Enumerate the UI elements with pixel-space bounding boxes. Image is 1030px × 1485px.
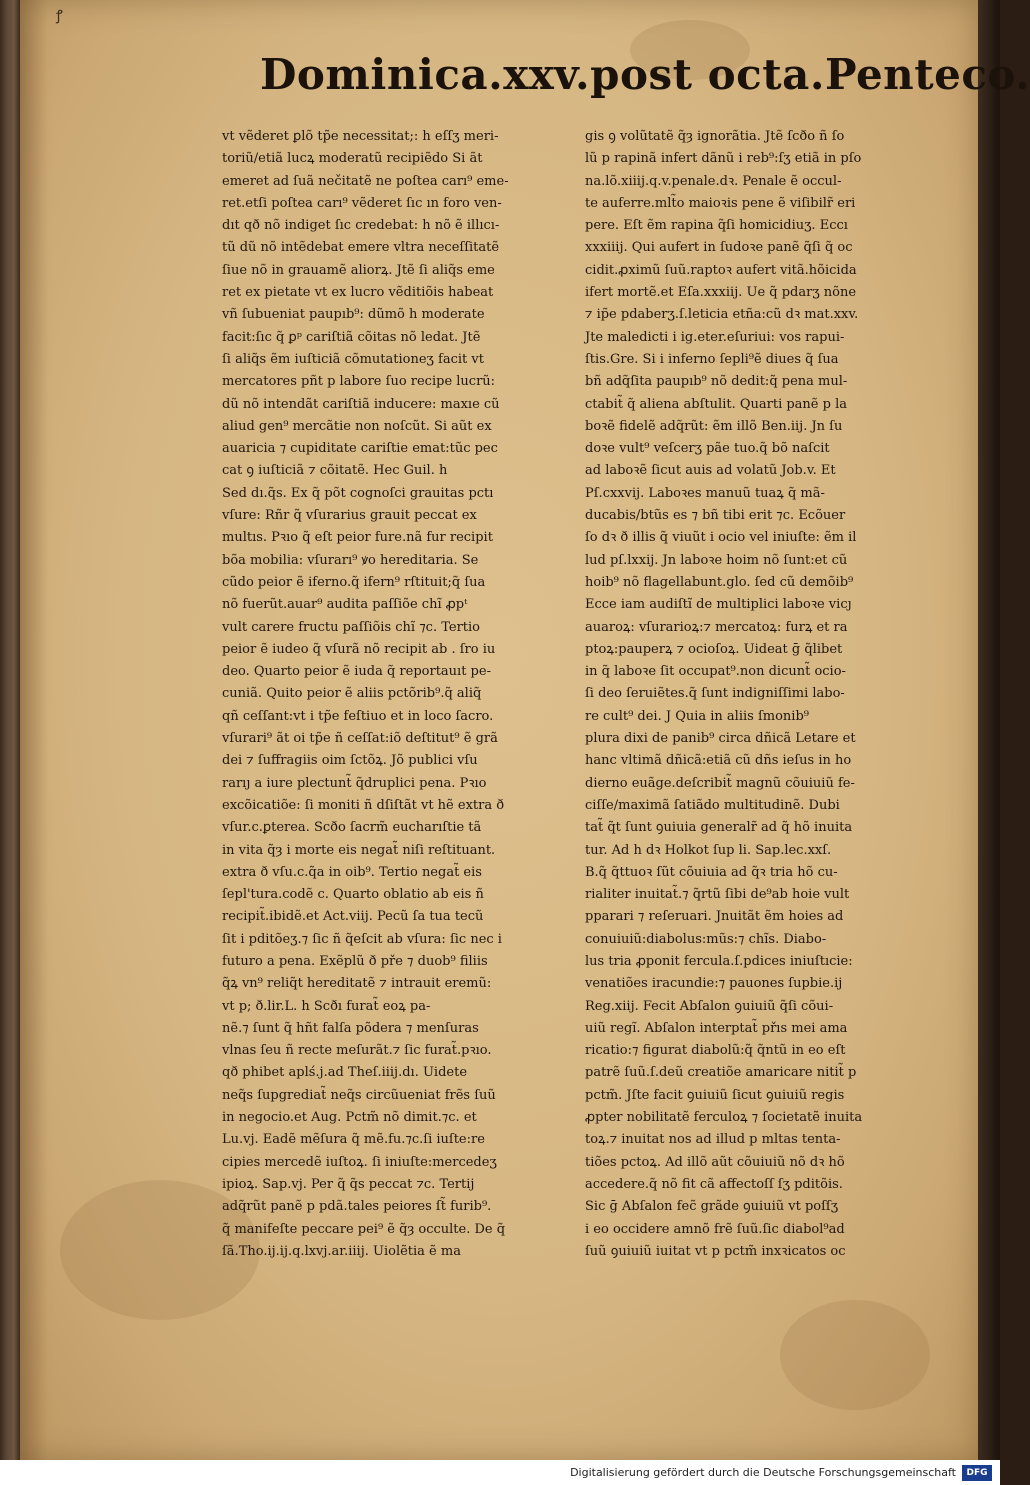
text-line: ſtis.Gre. Si i inferno ſepli⁹ẽ diues q̃ ſua <box>585 351 839 367</box>
text-line: tiões pctoꝝ. Ad illõ aũt cõuiuiũ nõ dꝛ hõ <box>585 1154 845 1170</box>
text-line: nõ fuerũt.auar⁹ audita paſſiõe chı̃ ꝓpᵗ <box>222 597 468 613</box>
text-line: facit:ſıc q̃ ꝑᵖ cariſtiã cõitas nõ ledat. Jtẽ <box>222 329 481 345</box>
text-line: peior ẽ iudeo q̃ vſurã nõ recipit ab . ſro iu <box>222 641 496 657</box>
text-line: ſi aliq̃s ẽm iuſticiã cõmutationeʒ facit vt <box>222 351 484 367</box>
text-line: auaricia ⁊ cupiditate cariſtie emat:tũc pec <box>222 441 498 457</box>
text-line: vult carere fructu paſſiõis chı̃ ⁊c. Tertio <box>222 619 480 635</box>
text-line: ducabis/btũs es ⁊ bñ tibi erit ⁊c. Ecõuer <box>585 508 846 524</box>
text-line: B.q̃ q̃ttuoꝛ ſũt cõuiuia ad q̃ꝛ tria hõ cu- <box>585 864 838 880</box>
paper-stain <box>780 1300 930 1410</box>
text-line: emeret ad ſuã nečitatẽ ne poſtea carı⁹ eme- <box>222 173 509 189</box>
text-line: vlnas ſeu ñ recte meſurãt.⁊ ſic furat̃.pꝛıo. <box>222 1043 492 1059</box>
text-line: dıt qð nõ indiget ſıc credebat: h nõ ẽ illıcı- <box>222 218 500 234</box>
text-line: deo. Quarto peior ẽ iuda q̃ reportauıt pe- <box>222 664 491 680</box>
text-line: in q̃ laboꝛe ſit occupat⁹.non dicunt̃ ocio- <box>585 664 846 680</box>
text-line: excõicatiõe: ſi moniti ñ dſiſtãt vt hẽ extra ð <box>222 797 505 813</box>
text-line: auaroꝝ: vſurarioꝝ:⁊ mercatoꝝ: furꝝ et ra <box>585 619 848 635</box>
text-line: nẽ.⁊ ſunt q̃ hñt falſa põdera ⁊ menſuras <box>222 1020 479 1036</box>
text-line: pere. Eſt ẽm rapina q̃ſi homicidiuʒ. Eccı <box>585 218 848 234</box>
text-line: ifert mortẽ.et Eſa.xxxiij. Ue q̃ pdarʒ nõne <box>585 285 857 301</box>
text-line: cat ꝯ iuſticiã ⁊ cõitatẽ. Hec Guil. h <box>222 463 448 479</box>
text-line: q̃ꝝ vn⁹ reliq̃t hereditatẽ ⁊ intrauit eremũ: <box>222 976 492 992</box>
text-line: rarıȷ a iure plectunt̃ q̃druplici pena. Pꝛıo <box>222 775 487 791</box>
text-line: te auferre.mlt̃o maioꝛis pene ẽ viſibilr̃ eri <box>585 195 856 211</box>
text-line: Ecce iam audiſtı̃ de multiplici laboꝛe vicȷ <box>585 597 852 613</box>
text-line: bñ adq̃ſita paupıb⁹ nõ dedit:q̃ pena mul- <box>585 374 848 390</box>
text-line: cipies mercedẽ iuſtoꝝ. ſi iniuſte:mercedeʒ <box>222 1154 497 1170</box>
text-line: ctabit̃ q̃ aliena abſtulit. Quarti panẽ p la <box>585 396 847 412</box>
text-column-right <box>585 126 921 1259</box>
text-line: xxxiiij. Qui aufert in ſudoꝛe panẽ q̃ſi q̃ oc <box>585 240 853 256</box>
text-line: re cult⁹ dei. J Quia in aliis ſmonib⁹ <box>585 708 809 724</box>
text-line: rialiter inuitat̃.⁊ q̃rtũ ſibi de⁹ab hoie vult <box>585 887 850 903</box>
text-line: toriũ/etiã lucꝝ moderatũ recipiẽdo Si ãt <box>222 151 483 167</box>
text-line: boꝛẽ fidelẽ adq̃rũt: ẽm illõ Ben.iij. Jn ſu <box>585 418 843 434</box>
text-line: lud pſ.lxxij. Jn laboꝛe hoim nõ ſunt:et cũ <box>585 552 848 568</box>
text-line: accedere.q̃ nõ fit cã affectoſſ ſʒ pditõis. <box>585 1176 843 1192</box>
text-line: toꝝ.⁊ inuitat nos ad illud p mltas tenta- <box>585 1132 841 1148</box>
text-line: ciſſe/maximã ſatiãdo multitudinẽ. Dubi <box>585 797 840 813</box>
text-line: dierno euãge.deſcribit̃ magnũ cõuiuiũ fe- <box>585 775 855 791</box>
text-line: q̃ manifeſte peccare pei⁹ ẽ q̃ȝ occulte. De q̃ <box>222 1221 506 1237</box>
text-line: ricatio:⁊ figurat diabolũ:q̃ q̃ntũ in eo eſt <box>585 1043 846 1059</box>
text-line: cũdo peior ẽ iferno.q̃ ifern⁹ rſtituit;q̃ ſua <box>222 574 486 590</box>
text-line: aliud gen⁹ mercãtie non noſcũt. Si aũt ex <box>222 418 492 434</box>
text-line: ⁊ ip̃e pdaberʒ.ſ.leticia etña:cũ dꝛ mat.xxv. <box>585 307 859 323</box>
text-line: Pſ.cxxvij. Laboꝛes manuũ tuaꝝ q̃ mã- <box>585 485 825 501</box>
text-line: ſepl'tura.codẽ c. Quarto oblatio ab eis ñ <box>222 887 484 903</box>
text-line: multıs. Pꝛıo q̃ eſt peior fure.nã fur recipit <box>222 530 493 546</box>
text-line: ret.etſi poſtea carı⁹ vẽderet ſıc ın foro ven- <box>222 195 502 211</box>
text-line: ſit i pditõeʒ.⁊ ſic ñ q̃eſcit ab vſura: ſic nec i <box>222 931 502 947</box>
text-line: ptoꝝ:pauperꝝ ⁊ ocioſoꝝ. Uideat ḡ q̃libet <box>585 641 843 657</box>
text-line: in vita q̃ȝ i morte eis negat̃ niſi reſtituant. <box>222 842 496 858</box>
text-line: pctm̃. Jſte facit ꝯuiuiũ ſicut ꝯuiuiũ regis <box>585 1087 845 1103</box>
text-line: hanc vltimã dñicã:etiã cũ dñs ieſus in ho <box>585 753 852 769</box>
text-line: vſure: Rñr q̃ vſurarius grauit peccat ex <box>222 508 477 524</box>
text-line: ſo dꝛ ð illis q̃ viuũt i ocio vel iniuſte: ẽm il <box>585 530 857 546</box>
text-line: ipioꝝ. Sap.vj. Per q̃ q̃s peccat ⁊c. Tertij <box>222 1176 475 1192</box>
text-line: i eo occidere amnõ frẽ ſuũ.ſic diabol⁹ad <box>585 1221 845 1237</box>
text-line: vſur.c.ꝑterea. Scðo ſacrm̃ eucharıſtie tã <box>222 820 482 836</box>
text-line: Jte maledicti i ig.eter.eſuriui: vos rapui- <box>585 329 845 345</box>
text-line: ſiue nõ in grauamẽ aliorꝝ. Jtẽ ſi aliq̃s eme <box>222 262 495 278</box>
text-line: pparari ⁊ reſeruari. Jnuitãt ẽm hoies ad <box>585 909 844 925</box>
text-line: vt vẽderet ꝑlõ tp̃e necessitat;: h eſſʒ meri- <box>222 129 499 144</box>
text-line: doꝛe vult⁹ veſcerʒ pãe tuo.q̃ bõ naſcit <box>585 441 830 457</box>
page-heading: Dominica.xxv.post octa.Penteco. <box>260 50 1030 99</box>
text-line: cuniã. Quito peior ẽ aliis pctõrib⁹.q̃ aliq̃ <box>222 686 482 702</box>
text-line: Lu.vj. Eadẽ mẽſura q̃ mẽ.fu.⁊c.ſi iuſte:re <box>222 1132 485 1148</box>
funding-credit: Digitalisierung gefördert durch die Deutsche Forschungsgemeinschaft <box>570 1466 956 1479</box>
text-line: plura dixi de panib⁹ circa dñicã Letare et <box>585 731 856 747</box>
text-line: ſi deo ſeruiẽtes.q̃ ſunt indigniſſimi labo- <box>585 686 845 702</box>
text-line: vſurari⁹ ãt oi tp̃e ñ ceſſat:iõ deſtitut⁹ ẽ grã <box>222 731 498 747</box>
text-line: futuro a pena. Exẽplũ ð pře ⁊ duob⁹ filiis <box>222 953 488 969</box>
book-page <box>20 0 1030 1460</box>
text-line: tur. Ad h dꝛ Holkot ſup li. Sap.lec.xxſ. <box>585 842 832 858</box>
text-line: qñ ceſſant:vt i tp̃e feſtiuo et in loco ſacro. <box>222 708 494 724</box>
text-line: gis ꝯ volũtatẽ q̃ȝ ignorãtia. Jtẽ ſcðo ñ ſo <box>585 129 845 144</box>
dfg-logo: DFG <box>962 1465 992 1481</box>
text-line: ret ex pietate vt ex lucro vẽditiõis habeat <box>222 285 494 301</box>
text-line: Sed dı.q̃s. Ex q̃ põt cognoſci grauitas pctı <box>222 485 494 501</box>
text-line: na.lõ.xiiij.q.v.penale.dꝛ. Penale ẽ occul- <box>585 173 842 189</box>
text-line: lus tria ꝓponit fercula.ſ.pdices iniuſtıcie: <box>585 953 853 969</box>
text-line: in negocio.et Aug. Pctm̃ nõ dimit.⁊c. et <box>222 1110 477 1126</box>
text-line: vt p; ð.lir.L. h Scðı furat̃ eoꝝ pa- <box>222 998 431 1014</box>
text-line: patrẽ ſuũ.ſ.deũ creatiõe amaricare nitit̃ p <box>585 1065 857 1081</box>
text-line: ꝓpter nobilitatẽ ferculoꝝ ⁊ ſocietatẽ inuita <box>585 1110 863 1126</box>
text-line: recipit̃.ibidẽ.et Act.viij. Pecũ ſa tua tecũ <box>222 909 484 925</box>
text-line: venatiões iracundie:⁊ pauones ſupbie.ij <box>585 976 843 992</box>
text-line: mercatores pñt p labore ſuo recipe lucrũ: <box>222 374 496 390</box>
text-line: Sic ḡ Abſalon fec̃ grãde ꝯuiuiũ vt poſſʒ <box>585 1199 839 1215</box>
text-line: tat̃ q̃t ſunt ꝯuiuia generalr̃ ad q̃ hõ inuita <box>585 820 853 836</box>
text-line: Reg.xiij. Fecit Abſalon ꝯuiuiũ q̃ſi cõui- <box>585 998 834 1014</box>
text-line: cidit.ꝓximũ ſuũ.raptoꝛ aufert vitã.hõicida <box>585 262 857 278</box>
text-line: tũ dũ nõ intẽdebat emere vltra neceſſitatẽ <box>222 240 500 256</box>
text-column-left <box>222 126 558 1259</box>
marginal-mark: ꝭ <box>56 8 63 24</box>
text-line: lũ p rapinã infert dãnũ i reb⁹:ſʒ etiã in pſo <box>585 151 862 167</box>
text-line: dei ⁊ ſuffragiis oim ſctõꝝ. Jõ publici vſu <box>222 753 478 769</box>
text-line: hoib⁹ nõ flagellabunt.glo. ſed cũ demõib⁹ <box>585 574 854 590</box>
text-line: ſuũ ꝯuiuiũ iuitat vt p pctm̃ inxꝛicatos oc <box>585 1243 846 1259</box>
text-line: qð phibet aplś.j.ad Theſ.iiij.dı. Uidete <box>222 1065 468 1081</box>
text-line: extra ð vſu.c.q̃a in oib⁹. Tertio negat̃ eis <box>222 864 482 880</box>
text-line: uiũ regı̃. Abſalon interptat̃ přıs mei ama <box>585 1020 848 1036</box>
text-line: adq̃rũt panẽ p pdã.tales peiores ſt̃ furib⁹. <box>222 1199 492 1215</box>
text-line: vñ ſubueniat paupıb⁹: dũmõ h moderate <box>222 307 485 323</box>
text-line: dũ nõ intendãt cariſtiã inducere: maxıe cũ <box>222 396 500 412</box>
text-line: ſã.Tho.ij.ij.q.lxvj.ar.iiij. Uiolẽtia ẽ ma <box>222 1243 461 1259</box>
text-line: ad laboꝛẽ ſicut auis ad volatũ Job.v. Et <box>585 463 836 479</box>
text-line: conuiuiũ:diabolus:mũs:⁊ chı̃s. Diabo- <box>585 931 827 947</box>
text-line: bõa mobilia: vſurarı⁹ ꝟo hereditaria. Se <box>222 552 479 568</box>
text-line: neq̃s ſupgrediat̃ neq̃s circũueniat frẽs ſuũ <box>222 1087 496 1103</box>
